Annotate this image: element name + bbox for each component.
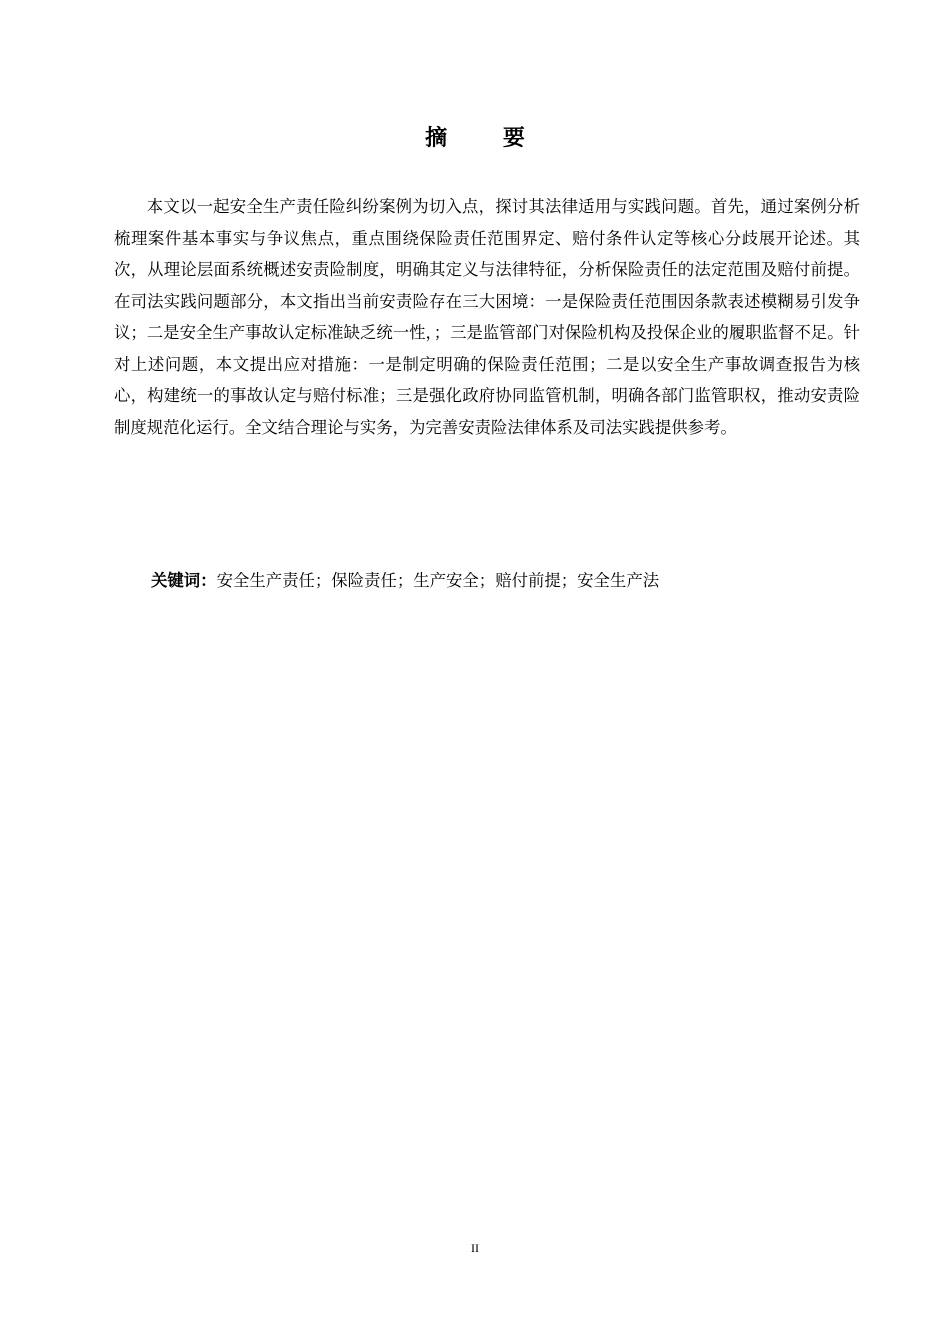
abstract-body: 本文以一起安全生产责任险纠纷案例为切入点，探讨其法律适用与实践问题。首先，通过案例分析梳理案件基本事实与争议焦点，重点围绕保险责任范围界定、赔付条件认定等核心分歧展开论述。其次，从理论层面系统概述安责险制度，明确其定义与法律特征，分析保险责任的法定范围及赔付前提。在司法实践问题部分，本文指出当前安责险存在三大困境：一是保险责任范围因条款表述模糊易引发争议；二是安全生产事故认定标准缺乏统一性，；三是监管部门对保险机构及投保企业的履职监督不足。针对上述问题，本文提出应对措施：一是制定明确的保险责任范围；二是以安全生产事故调查报告为核心，构建统一的事故认定与赔付标准；三是强化政府协同监管机制，明确各部门监管职权，推动安责险制度规范化运行。全文结合理论与实务，为完善安责险法律体系及司法实践提供参考。	[114, 197, 860, 437]
keywords-text: 安全生产责任；保险责任；生产安全；赔付前提；安全生产法	[216, 571, 660, 590]
keywords-line	[151, 565, 851, 596]
keywords-label: 关键词：	[151, 571, 217, 590]
abstract-title: 摘 要	[425, 126, 549, 151]
page-number: II	[471, 1241, 479, 1255]
